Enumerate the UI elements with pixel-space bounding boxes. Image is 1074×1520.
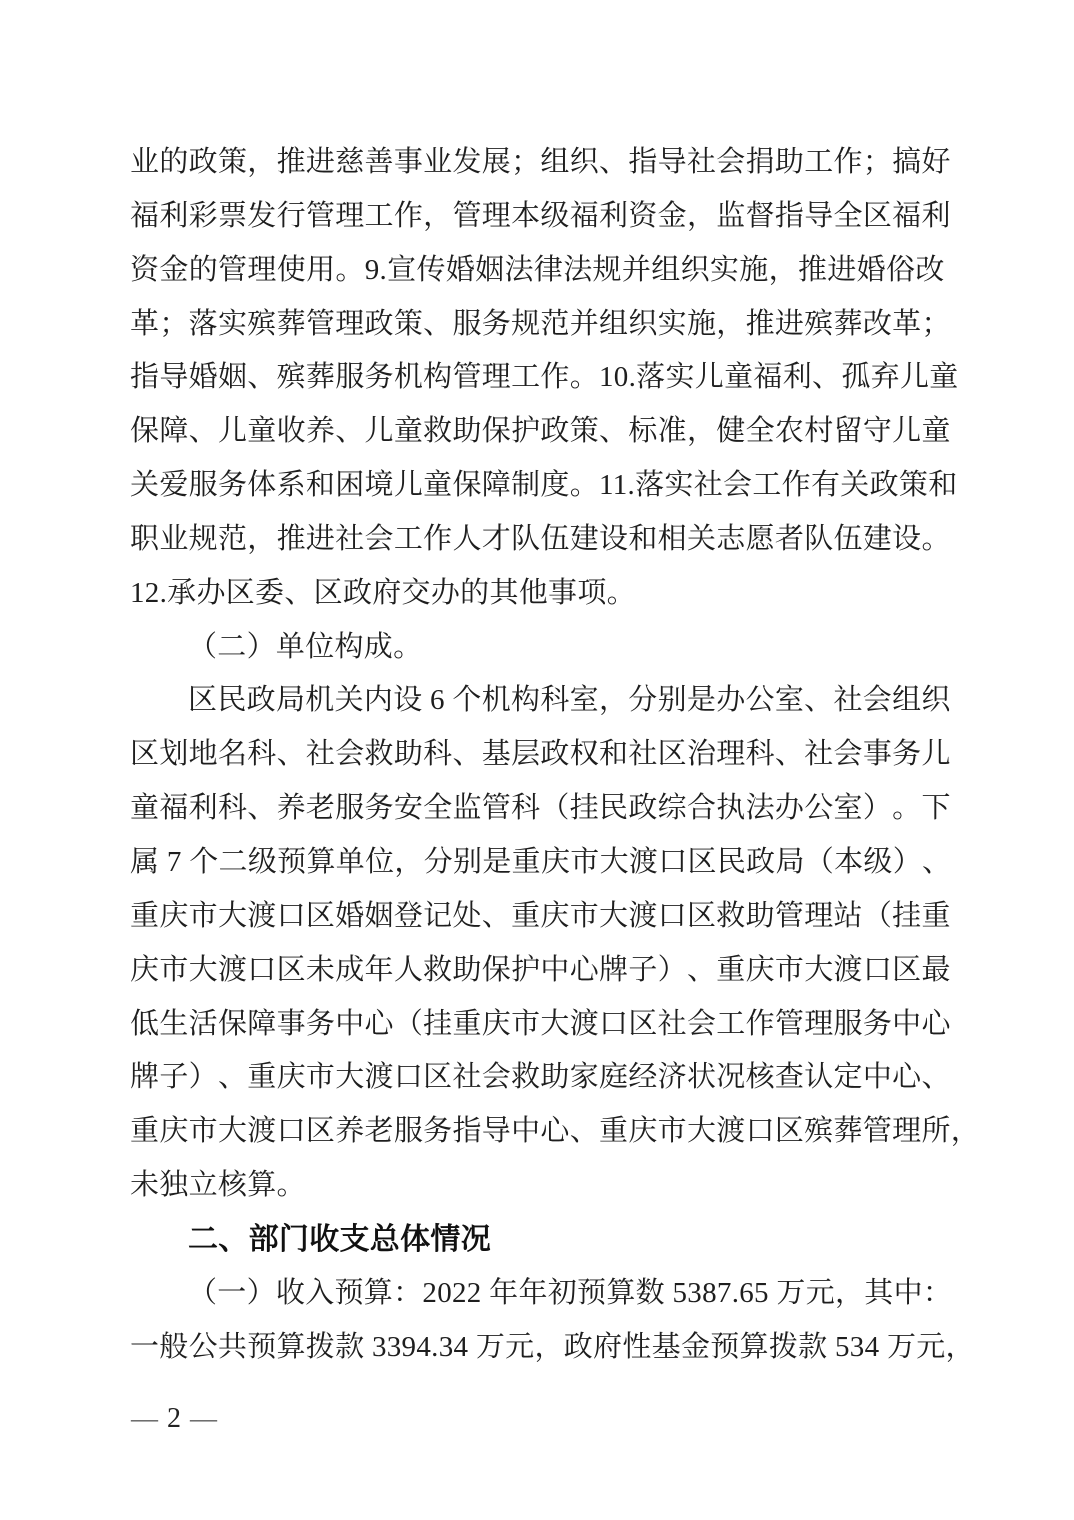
footer-dash-left: — — [131, 1403, 158, 1433]
text-line: 12.承办区委、区政府交办的其他事项。 — [130, 576, 636, 609]
text-line: 区 划 地 名 科 、 社 会 救 助 科 、 基 层 政 权 和 社 区 治 理 科 、 社 会 事 务 儿 — [130, 738, 951, 771]
text-line: 童 福 利 科 、 养 老 服 务 安 全 监 管 科 （ 挂 民 政 综 合 执 法 办 公 室 ） 。 下 — [130, 792, 951, 825]
text-line: 福 利 彩 票 发 行 管 理 工 作 ， 管 理 本 级 福 利 资 金 ， 监 督 指 导 全 区 福 利 — [130, 199, 951, 232]
text-line: 革 ； 落 实 殡 葬 管 理 政 策 、 服 务 规 范 并 组 织 实 施 ， 推 进 殡 葬 改 革 ； — [130, 307, 951, 340]
text-line: 牌 子 ） 、 重 庆 市 大 渡 口 区 社 会 救 助 家 庭 经 济 状 况 核 查 认 定 中 心 、 — [130, 1061, 951, 1094]
document-body — [130, 136, 981, 1374]
text-line: 业 的 政 策 ， 推 进 慈 善 事 业 发 展 ； 组 织 、 指 导 社 会 捐 助 工 作 ； 搞 好 — [130, 146, 951, 178]
text-line: 指 导 婚 姻 、 殡 葬 服 务 机 构 管 理 工 作 。 10. 落 实 儿 童 福 利 、 孤 弃 儿 童 — [130, 361, 959, 394]
text-line: 职 业 规 范 ， 推 进 社 会 工 作 人 才 队 伍 建 设 和 相 关 志 愿 者 队 伍 建 设 。 — [130, 522, 951, 555]
text-line: 庆 市 大 渡 口 区 未 成 年 人 救 助 保 护 中 心 牌 子 ） 、 重 庆 市 大 渡 口 区 最 — [130, 953, 951, 986]
text-line: 区 民 政 局 机 关 内 设 6 个 机 构 科 室 ， 分 别 是 办 公 室 、 社 会 组 织 — [188, 684, 951, 717]
text-line: 重 庆 市 大 渡 口 区 婚 姻 登 记 处 、 重 庆 市 大 渡 口 区 救 助 管 理 站 （ 挂 重 — [130, 899, 951, 932]
text-line: 资 金 的 管 理 使 用 。 9. 宣 传 婚 姻 法 律 法 规 并 组 织 实 施 ， 推 进 婚 俗 改 — [130, 253, 945, 286]
text-line: 关 爱 服 务 体 系 和 困 境 儿 童 保 障 制 度 。 11. 落 实 社 会 工 作 有 关 政 策 和 — [130, 469, 958, 502]
text-line: （二）单位构成。 — [188, 630, 423, 663]
section-heading: 二、部门收支总体情况 — [188, 1222, 491, 1256]
text-line: 保 障 、 儿 童 收 养 、 儿 童 救 助 保 护 政 策 、 标 准 ， 健 全 农 村 留 守 儿 童 — [130, 415, 951, 448]
page-footer — [131, 1398, 217, 1438]
text-line: （一）收入预算：2022 年年初预算数 5387.65 万元，其中： — [188, 1276, 953, 1309]
footer-dash-right: — — [190, 1403, 217, 1433]
text-line: 未独立核算。 — [130, 1169, 306, 1202]
text-line: 重 庆 市 大 渡 口 区 养 老 服 务 指 导 中 心 、 重 庆 市 大 渡 口 区 殡 葬 管 理 所 ， — [130, 1115, 981, 1148]
text-line: 低 生 活 保 障 事 务 中 心 （ 挂 重 庆 市 大 渡 口 区 社 会 工 作 管 理 服 务 中 心 — [130, 1007, 951, 1040]
text-line: 属 7 个 二 级 预 算 单 位 ， 分 别 是 重 庆 市 大 渡 口 区 民 政 局 （ 本 级 ） 、 — [130, 845, 952, 878]
page-number: 2 — [167, 1403, 181, 1434]
text-line: 一般公共预算拨款 3394.34 万元，政府性基金预算拨款 534 万元， — [130, 1330, 975, 1363]
